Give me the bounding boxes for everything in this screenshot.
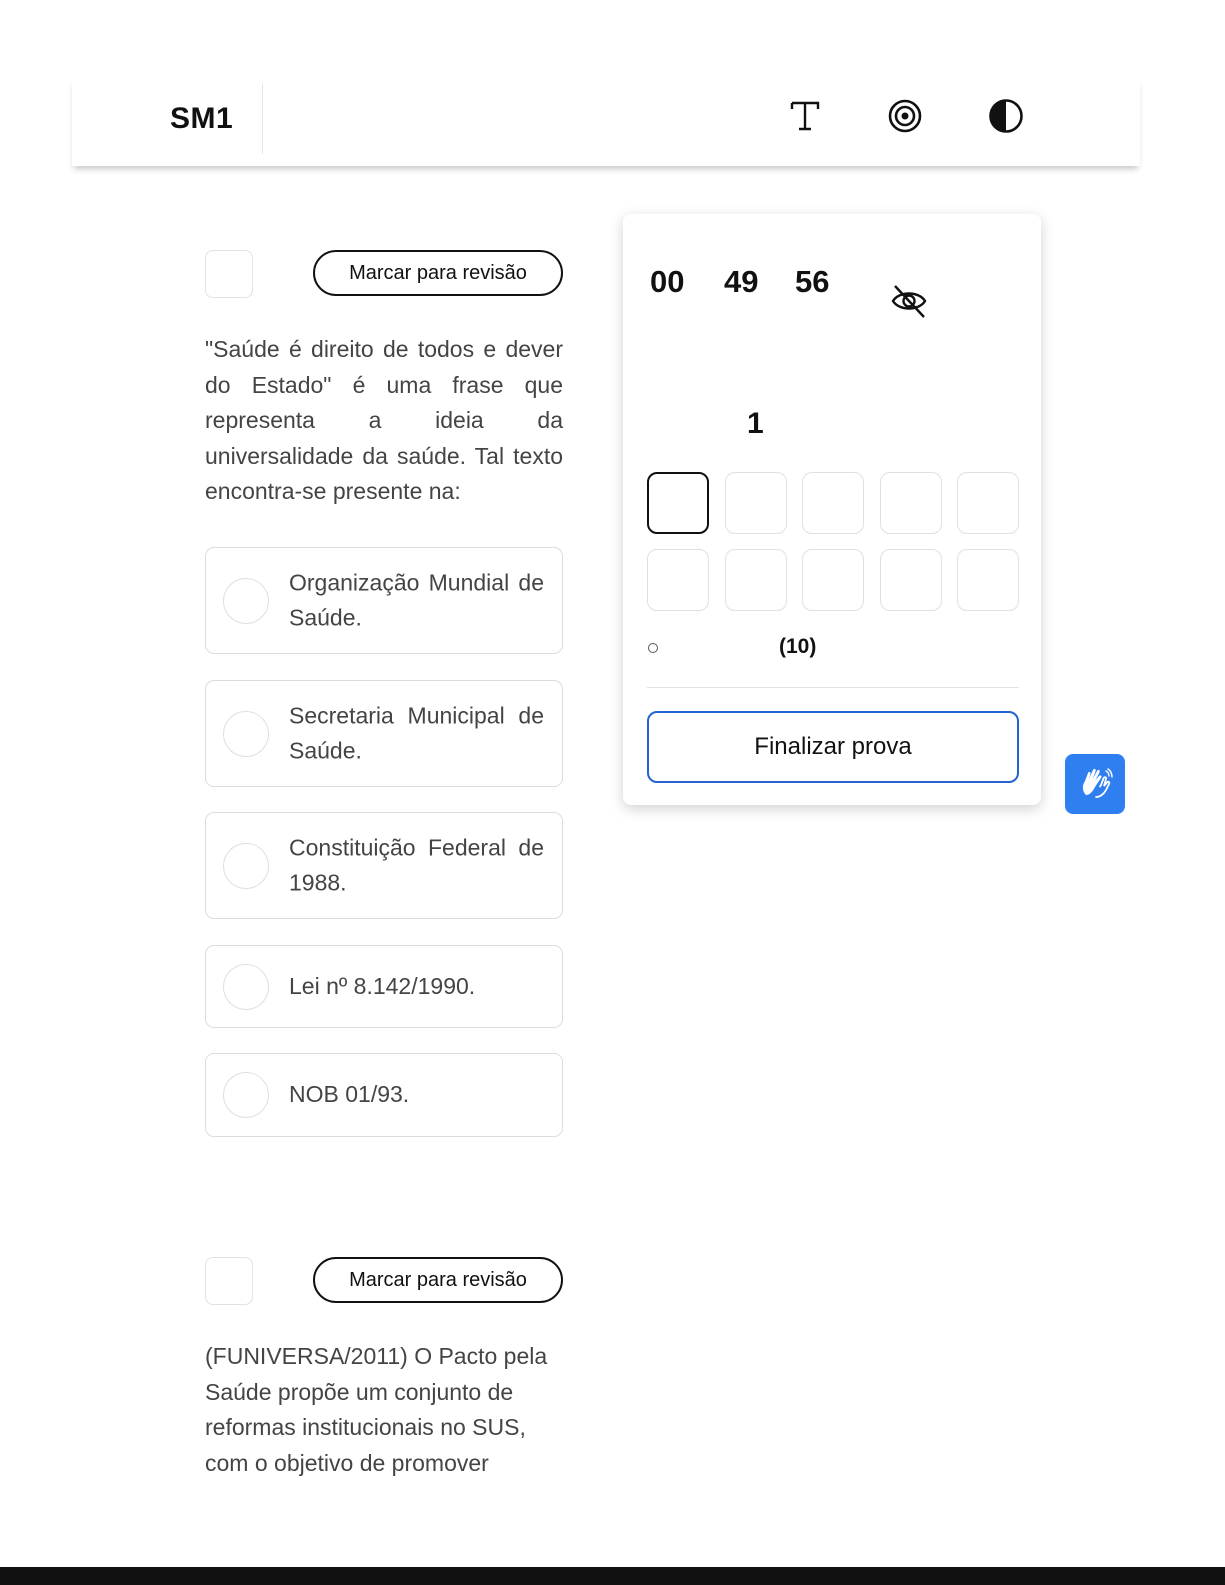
option-text: Organização Mundial de Saúde. [289, 568, 544, 631]
bottom-edge-bar [0, 1567, 1225, 1585]
question-nav-cell[interactable] [802, 549, 864, 611]
finish-exam-button[interactable]: Finalizar prova [647, 711, 1019, 783]
option-text: Constituição Federal de 1988. [289, 833, 544, 896]
header-divider [262, 84, 263, 154]
option-text: Secretaria Municipal de Saúde. [289, 701, 544, 764]
question-nav-cell[interactable] [647, 549, 709, 611]
answer-option[interactable] [205, 680, 563, 787]
question-text: "Saúde é direito de todos e dever do Estado" é uma frase que representa a ideia da universalidade da saúde. Tal texto encontra-se presente na: [205, 336, 563, 505]
option-text: NOB 01/93. [289, 1081, 410, 1108]
option-text: Lei nº 8.142/1990. [289, 972, 476, 999]
question-nav-cell[interactable] [647, 472, 709, 534]
question-nav-cell[interactable] [802, 472, 864, 534]
navigation-panel [623, 214, 1041, 805]
question-nav-cell[interactable] [957, 549, 1019, 611]
option-radio[interactable] [223, 578, 269, 624]
focus-target-icon[interactable] [885, 96, 925, 136]
question-nav-cell[interactable] [725, 549, 787, 611]
current-page-number: 1 [747, 407, 764, 440]
font-size-icon[interactable] [785, 96, 825, 136]
timer-seconds: 56 [795, 264, 830, 299]
hide-timer-eye-off-icon[interactable] [889, 281, 929, 321]
option-radio[interactable] [223, 711, 269, 757]
answer-option[interactable] [205, 1053, 563, 1137]
option-radio[interactable] [223, 1072, 269, 1118]
question-nav-cell[interactable] [957, 472, 1019, 534]
answer-option[interactable] [205, 812, 563, 919]
mark-for-review-button[interactable]: Marcar para revisão [313, 250, 563, 296]
question-nav-cell[interactable] [725, 472, 787, 534]
status-dot [648, 643, 658, 653]
contrast-icon[interactable] [986, 96, 1026, 136]
question-checkbox[interactable] [205, 250, 253, 298]
panel-divider [647, 687, 1019, 688]
question-nav-cell[interactable] [880, 549, 942, 611]
timer-hours: 00 [650, 264, 685, 299]
option-radio[interactable] [223, 964, 269, 1010]
answer-option[interactable] [205, 547, 563, 654]
answer-option[interactable] [205, 945, 563, 1028]
timer-minutes: 49 [724, 264, 759, 299]
sign-language-icon[interactable] [1065, 754, 1125, 814]
question-checkbox[interactable] [205, 1257, 253, 1305]
mark-for-review-button[interactable]: Marcar para revisão [313, 1257, 563, 1303]
question-nav-cell[interactable] [880, 472, 942, 534]
logo: SM1 [170, 102, 234, 135]
question-count: (10) [779, 635, 817, 658]
question-text: (FUNIVERSA/2011) O Pacto pela Saúde propõe um conjunto de reformas institucionais no SUS, com o objetivo de promover [205, 1343, 548, 1476]
option-radio[interactable] [223, 843, 269, 889]
top-header [72, 78, 1140, 166]
